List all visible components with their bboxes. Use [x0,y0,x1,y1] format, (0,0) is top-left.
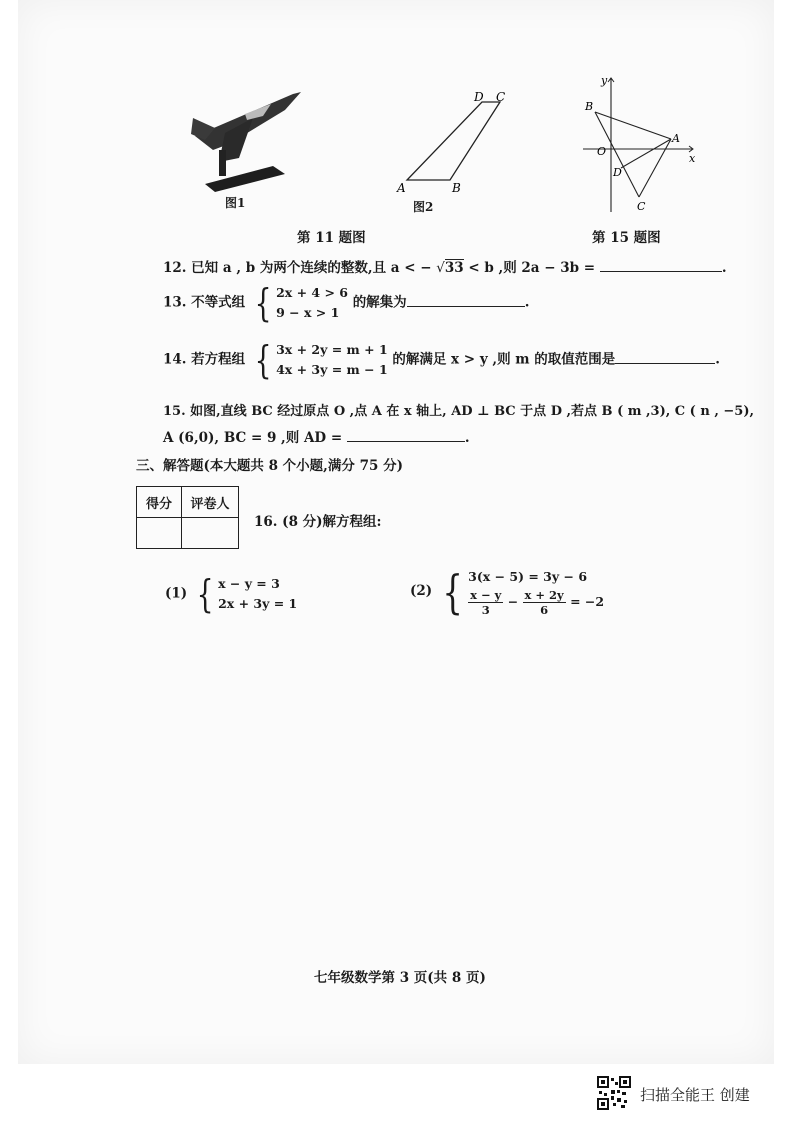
watermark-text: 扫描全能王 创建 [640,1086,750,1104]
part-2-line-2: $\frac{x - y}{3}$ − $\frac{x + 2y}{6}$ = −2 [470,588,605,617]
section-3-title: 三、解答题(本大题共 8 个小题,满分 75 分) [136,458,403,474]
q12-answer-blank[interactable] [600,257,722,272]
part-2-label: (2) [410,583,433,599]
grader-cell[interactable] [182,518,239,549]
fig15-point-d: D [613,166,622,179]
question-15-line-1: 15. 如图,直线 BC 经过原点 O ,点 A 在 x 轴上, AD ⊥ BC 于点 D ,若点 B ( m ,3), C ( n , −5), [163,404,754,419]
question-16-title: 16. (8 分)解方程组: [254,514,382,530]
q14-end: . [715,351,720,368]
question-12 [163,256,727,276]
fig2-point-d: D [474,90,484,104]
fig2-point-c: C [496,90,506,104]
score-table-header-grader: 评卷人 [182,487,239,518]
figure-11-caption: 第 11 题图 [297,230,366,246]
fraction-1: $\frac{x - y}{3}$ [470,588,502,617]
figure-15-coordinate [575,72,700,217]
airplane-stand-pole [219,150,226,176]
q14-line-1: 3x + 2y = m + 1 [276,342,388,357]
q13-line-1: 2x + 4 > 6 [276,285,348,300]
figure-1-label: 图1 [225,196,246,210]
fig15-axis-y: y [601,74,608,87]
q12-suffix: < b ,则 2a − 3b = [463,260,600,276]
q12-prefix: 12. 已知 a , b 为两个连续的整数,且 a < − [163,260,437,276]
sqrt-symbol: √ [436,260,445,276]
qr-code-icon [597,1076,631,1110]
q14-system [250,340,388,380]
part-1-line-2: 2x + 3y = 1 [218,596,298,611]
q13-system [250,283,348,323]
fig2-point-a: A [397,181,406,195]
q14-prefix: 14. 若方程组 [163,351,246,368]
score-table [136,486,239,549]
fig15-point-o: O [597,145,607,158]
brace-symbol: { [196,572,214,616]
question-15-line-2 [163,426,470,446]
fig15-point-c: C [637,200,646,213]
page-footer: 七年级数学第 3 页(共 8 页) [314,970,486,986]
q14-line-2: 4x + 3y = m − 1 [276,362,388,377]
question-13 [163,283,529,323]
q14-suffix: 的解满足 x > y ,则 m 的取值范围是 [392,351,616,368]
part-1-label: (1) [165,585,188,602]
question-14 [163,340,720,380]
fig2-point-b: B [452,181,461,195]
fig15-axis-x: x [689,152,696,165]
fraction-2: $\frac{x + 2y}{6}$ [524,588,564,617]
q15-end: . [464,430,470,446]
q15-answer-blank[interactable] [347,427,465,442]
part-1-line-1: x − y = 3 [218,576,280,591]
q12-end: . [721,260,727,276]
figure-1-airplane [175,88,310,193]
score-table-header-score: 得分 [137,487,182,518]
airplane-stand-base [205,166,285,192]
figure-15-caption: 第 15 题图 [592,230,661,246]
q13-answer-blank[interactable] [407,292,525,307]
score-cell[interactable] [137,518,182,549]
q13-prefix: 13. 不等式组 [163,294,246,311]
q12-radicand: 33 [444,260,464,276]
q13-end: . [524,294,530,311]
brace-symbol: { [442,564,463,619]
figure-2-trapezoid [390,88,520,198]
q14-answer-blank[interactable] [615,349,715,364]
part-2-line-1: 3(x − 5) = 3y − 6 [468,569,588,584]
q13-line-2: 9 − x > 1 [276,305,340,320]
q13-suffix: 的解集为 [352,294,407,311]
part-2-system [437,566,604,617]
figure-2-label: 图2 [413,200,434,214]
q15-line2-text: A (6,0), BC = 9 ,则 AD = [163,430,347,446]
brace-symbol: { [254,281,272,325]
fig15-point-a: A [672,132,680,145]
part-1-system [192,574,297,614]
brace-symbol: { [254,338,272,382]
question-16-part-1 [165,574,297,614]
fig15-point-b: B [585,100,594,113]
question-16-part-2 [410,566,604,617]
